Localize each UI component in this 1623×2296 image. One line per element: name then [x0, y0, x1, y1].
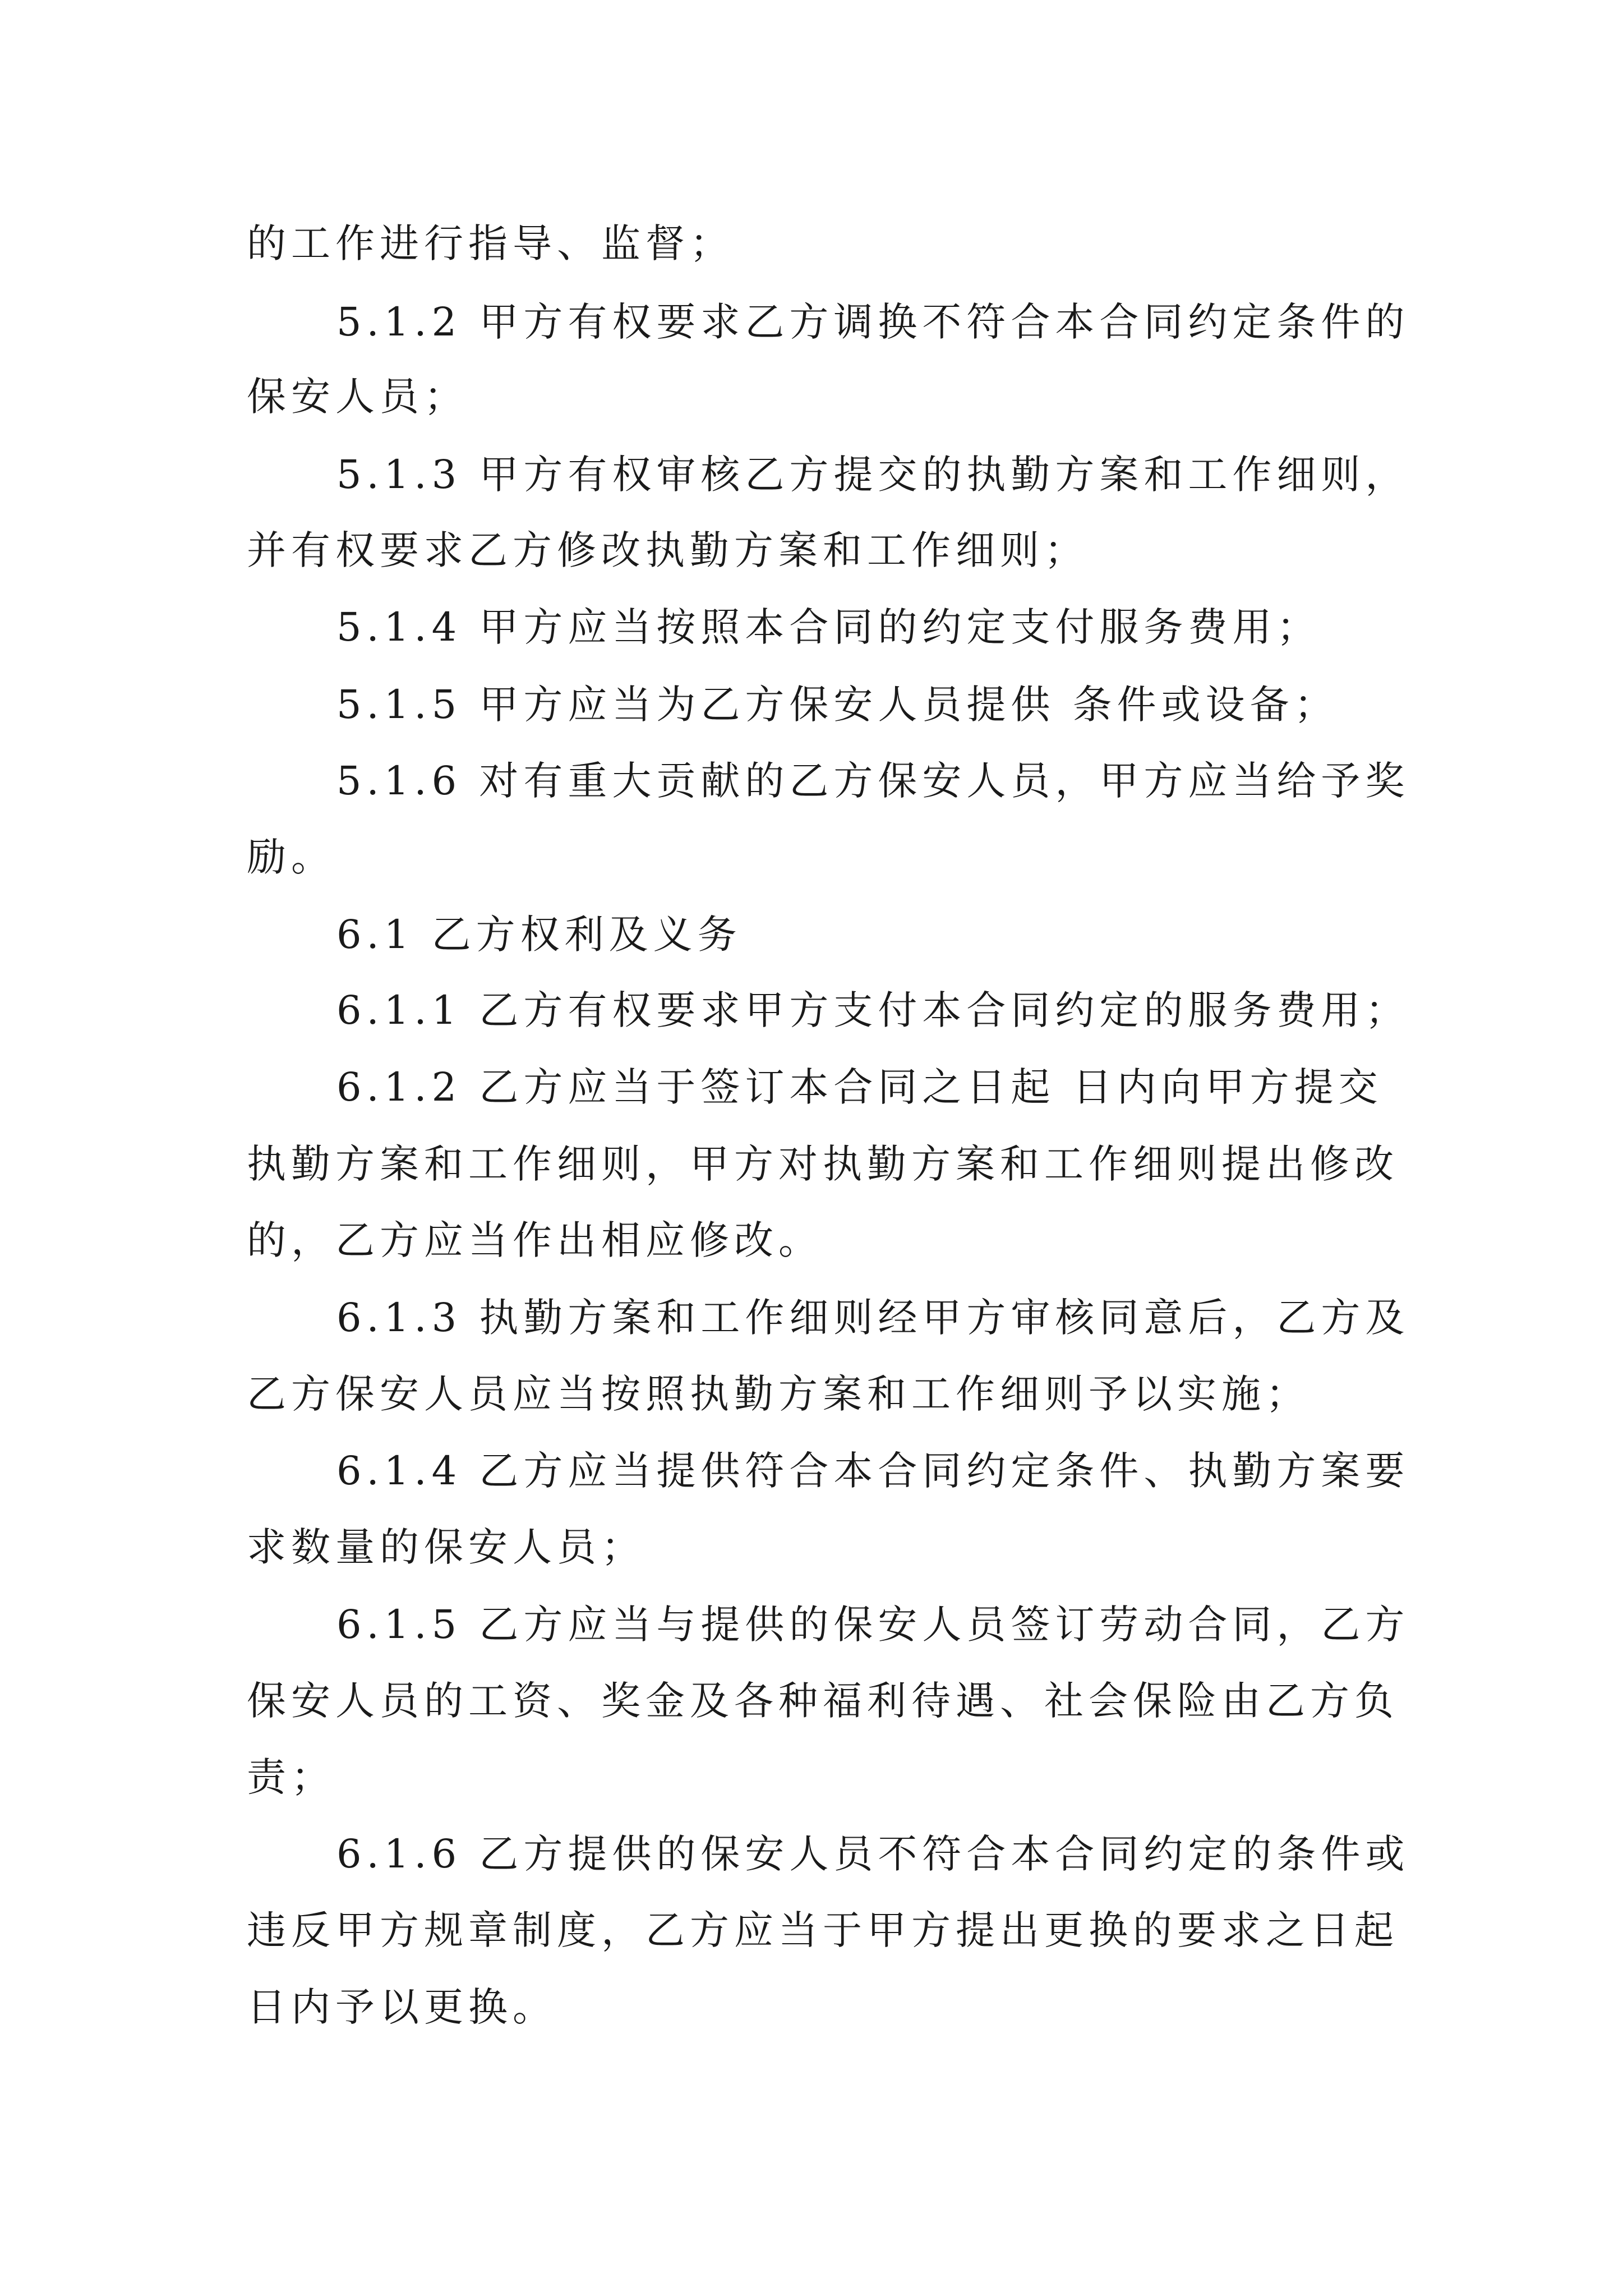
text-line: 励。 [247, 834, 335, 880]
text-line: 保安人员； [247, 374, 468, 420]
text-line: 6.1.4 乙方应当提供符合本合同约定条件、执勤方案要 [336, 1448, 1410, 1494]
text-line: 的，乙方应当作出相应修改。 [247, 1217, 823, 1263]
text-line: 5.1.6 对有重大贡献的乙方保安人员，甲方应当给予奖 [336, 758, 1410, 804]
text-line: 5.1.4 甲方应当按照本合同的约定支付服务费用； [336, 604, 1321, 650]
text-line: 违反甲方规章制度，乙方应当于甲方提出更换的要求之日起 [247, 1907, 1399, 1953]
text-line: 责； [247, 1754, 335, 1800]
text-line: 6.1.6 乙方提供的保安人员不符合本合同约定的条件或 [336, 1831, 1410, 1877]
text-line: 5.1.5 甲方应当为乙方保安人员提供 条件或设备； [336, 682, 1339, 728]
text-line: 的工作进行指导、监督； [247, 220, 734, 266]
text-line: 6.1.2 乙方应当于签订本合同之日起 日内向甲方提交 [336, 1064, 1383, 1110]
text-line: 6.1.1 乙方有权要求甲方支付本合同约定的服务费用； [336, 987, 1410, 1033]
section-heading: 6.1 乙方权利及义务 [336, 912, 742, 958]
text-line: 求数量的保安人员； [247, 1524, 645, 1570]
text-line: 5.1.2 甲方有权要求乙方调换不符合本合同约定条件的 [336, 299, 1410, 345]
text-line: 日内予以更换。 [247, 1984, 557, 2030]
text-line: 乙方保安人员应当按照执勤方案和工作细则予以实施； [247, 1371, 1310, 1417]
text-line: 5.1.3 甲方有权审核乙方提交的执勤方案和工作细则， [336, 452, 1410, 498]
text-line: 保安人员的工资、奖金及各种福利待遇、社会保险由乙方负 [247, 1678, 1399, 1724]
text-line: 并有权要求乙方修改执勤方案和工作细则； [247, 527, 1089, 573]
text-line: 6.1.3 执勤方案和工作细则经甲方审核同意后，乙方及 [336, 1295, 1410, 1341]
text-line: 6.1.5 乙方应当与提供的保安人员签订劳动合同，乙方 [336, 1602, 1410, 1648]
text-line: 执勤方案和工作细则，甲方对执勤方案和工作细则提出修改 [247, 1141, 1399, 1187]
